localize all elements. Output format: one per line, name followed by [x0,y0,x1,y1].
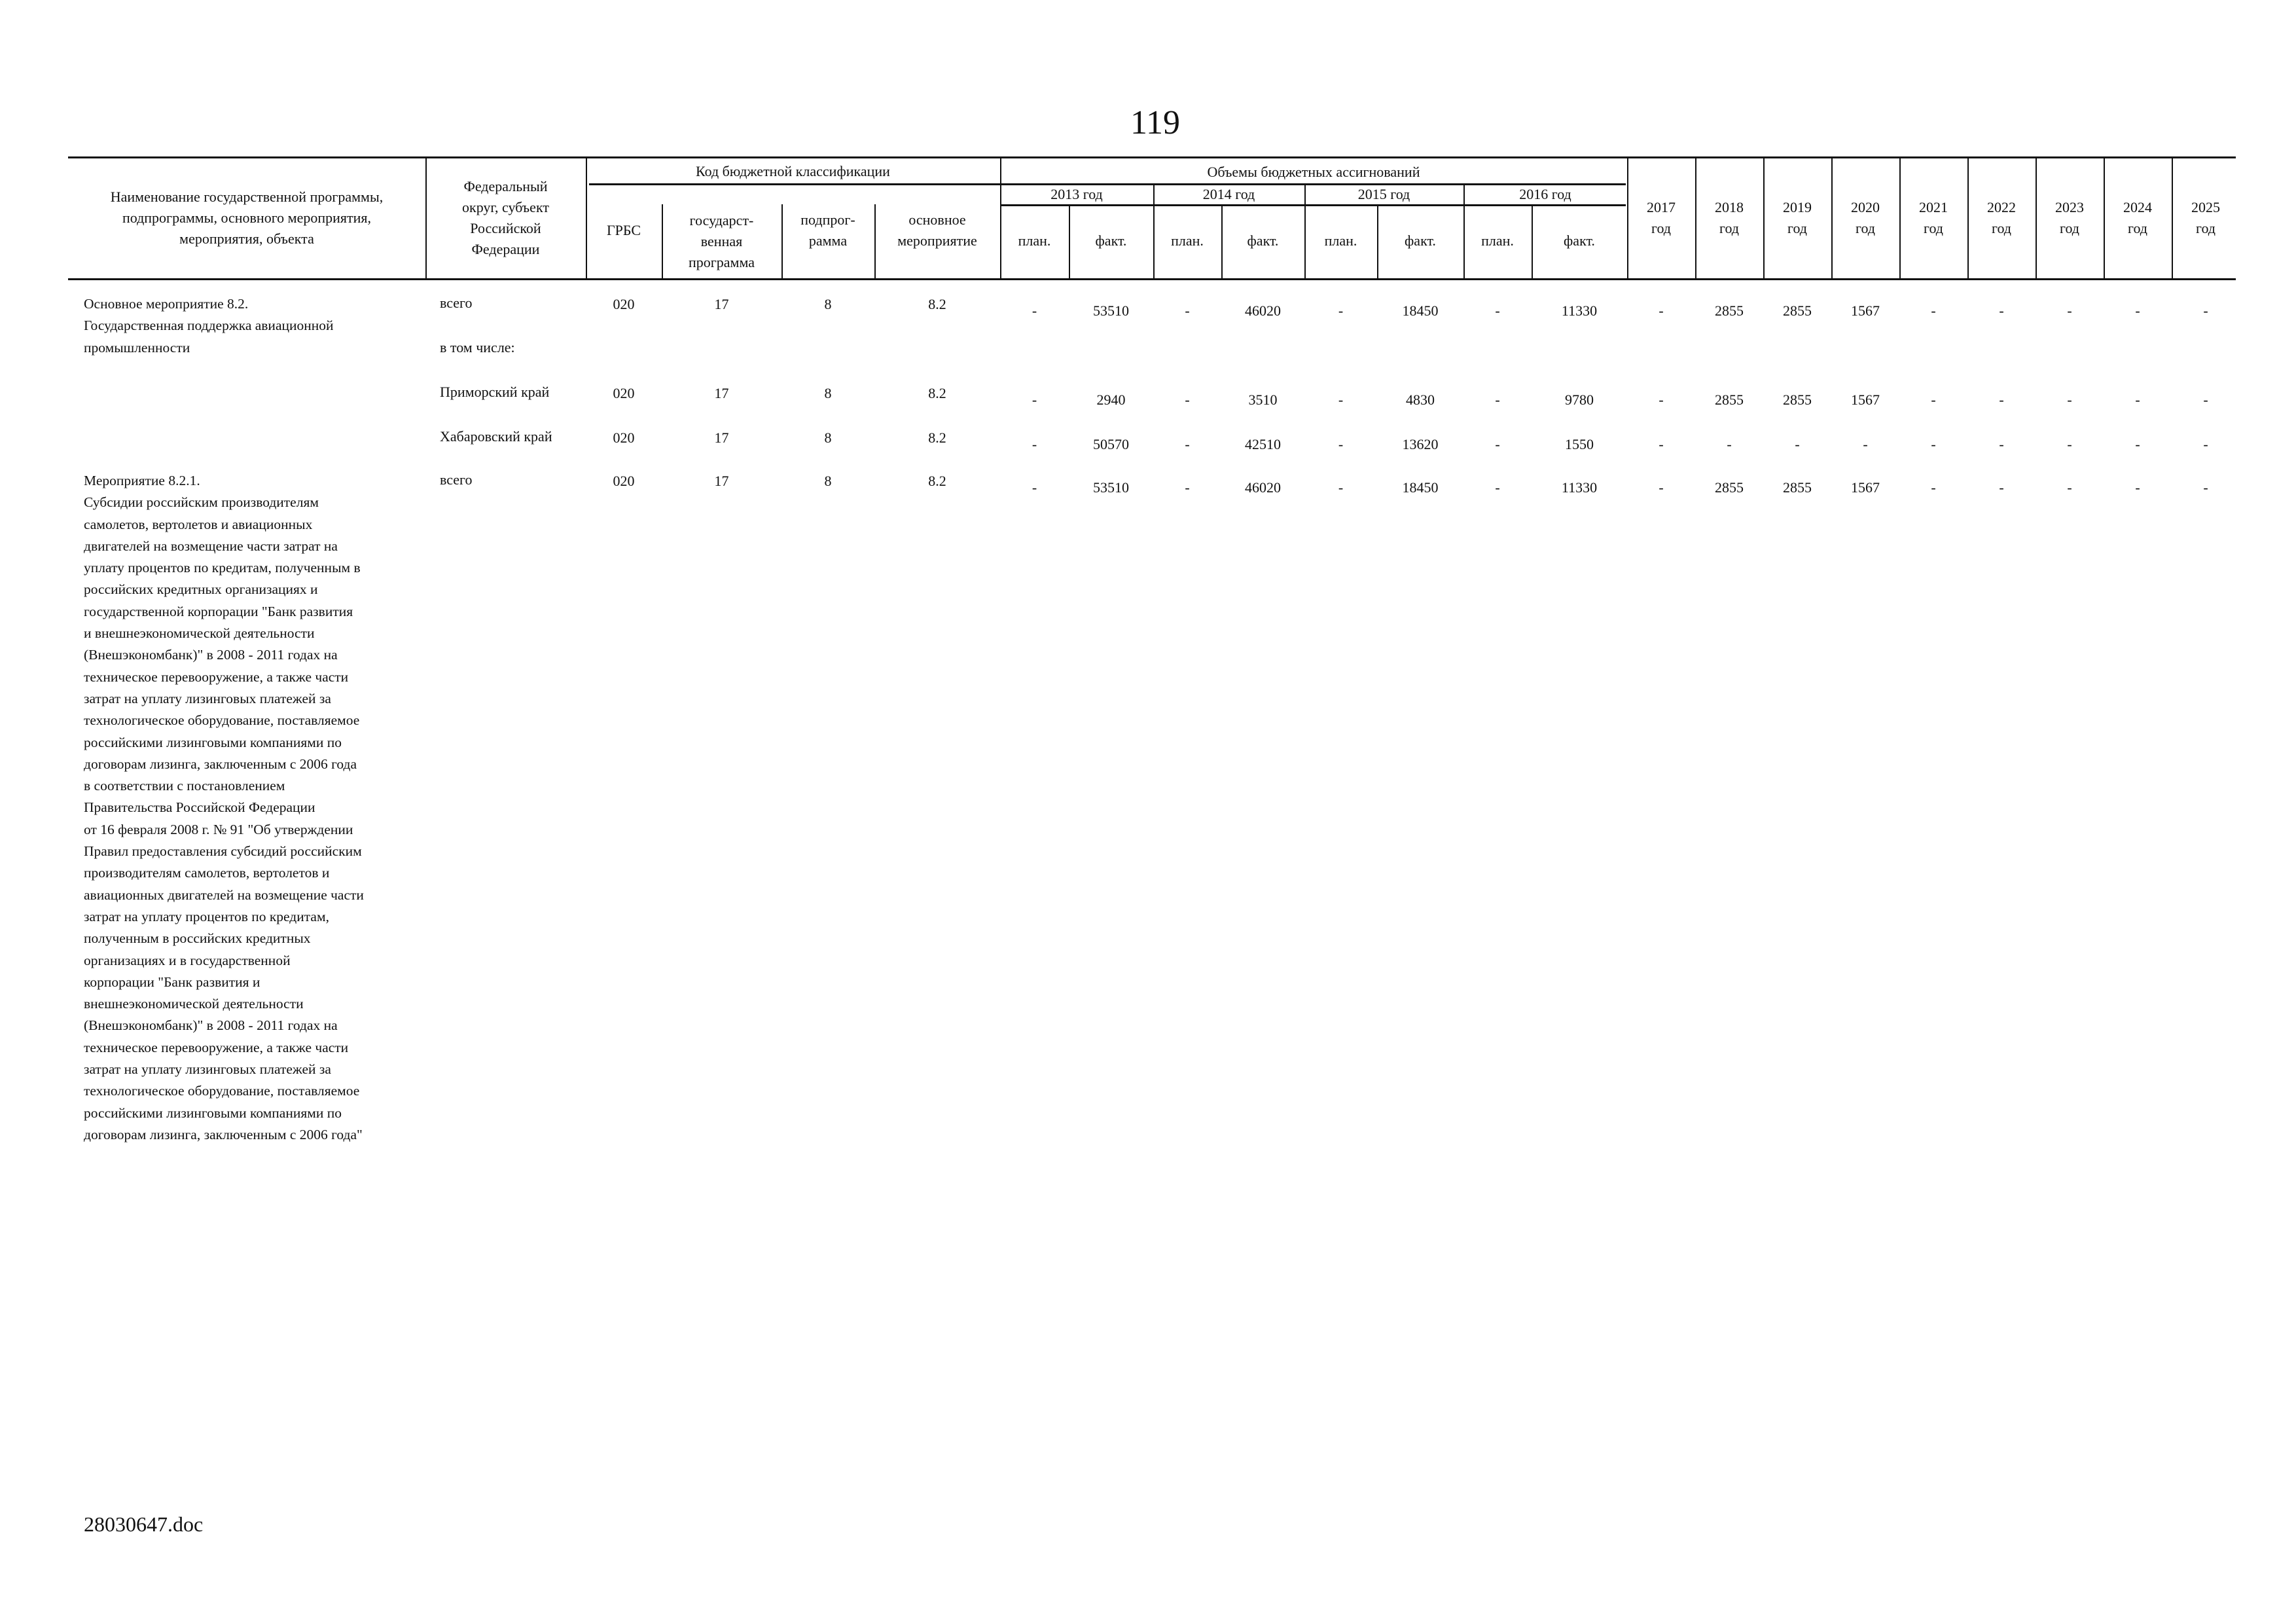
header-region-column: Федеральный округ, субъект Российской Федерации [462,177,549,257]
budget-code-cell: 8.2 [928,296,946,312]
value-cell: 3510 [1248,392,1278,408]
header-subprogram: подпрог- рамма [800,211,855,249]
budget-code-cell: 020 [613,473,635,489]
budget-code-cell: 8 [824,385,832,401]
header-plan: план. [1171,232,1204,249]
value-cell: 1550 [1565,436,1594,452]
value-cell: 53510 [1093,479,1129,496]
value-cell: - [1495,392,1500,408]
table-rule [68,278,2236,280]
row-region: Приморский край [440,384,550,400]
budget-code-cell: 17 [714,385,729,401]
budget-code-cell: 17 [714,296,729,312]
header-year_2016: 2016 год [1519,186,1571,202]
value-cell: - [1338,392,1344,408]
value-cell: 2855 [1783,392,1812,408]
value-cell: - [1031,436,1037,452]
value-cell: - [1999,302,2004,319]
value-cell: - [1185,302,1190,319]
value-cell: - [2067,302,2072,319]
value-cell: - [1931,392,1936,408]
value-cell: - [2203,392,2208,408]
value-cell: - [2135,392,2140,408]
row-name: Основное мероприятие 8.2. Государственная поддержка авиационной промышленности [84,296,334,356]
header-kbk-group: Код бюджетной классификации [696,163,890,179]
budget-code-cell: 020 [613,296,635,312]
value-cell: 53510 [1093,302,1129,319]
value-cell: 9780 [1565,392,1594,408]
header-year_2013: 2013 год [1050,186,1103,202]
budget-code-cell: 020 [613,429,635,446]
value-cell: - [1495,302,1500,319]
header-fact: факт. [1247,232,1279,249]
value-cell: - [2067,436,2072,452]
header-year-2018: 2018 год [1715,198,1744,236]
budget-code-cell: 8.2 [928,473,946,489]
row-region: Хабаровский край [440,428,552,445]
value-cell: - [1031,479,1037,496]
value-cell: 4830 [1406,392,1435,408]
header-fact: факт. [1564,232,1595,249]
value-cell: 11330 [1561,302,1598,319]
value-cell: 13620 [1402,436,1439,452]
value-cell: - [1931,436,1936,452]
value-cell: - [1999,392,2004,408]
value-cell: 1567 [1851,479,1880,496]
value-cell: 18450 [1402,302,1439,319]
value-cell: 50570 [1093,436,1129,452]
value-cell: - [2135,436,2140,452]
budget-code-cell: 17 [714,429,729,446]
row-region: всего [440,471,473,488]
row-name: Мероприятие 8.2.1. Субсидии российским производителям самолетов, вертолетов и авиационных двигателей на возмещение части затрат на уплату процентов по кредитам, полученным в российских кредитных организациях и государственной корпорации "Банк развития и внешнеэкономической деятельности (Внешэкономбанк)" в 2008 - 2011 годах на техническое перевооружение, а также части затрат на уплату лизинговых платежей за технологическое оборудование, поставляемое российскими лизинговыми компаниями по договорам лизинга, заключенным с 2006 года в соответствии с постановлением Правительства Российской Федерации от 16 февраля 2008 г. № 91 "Об утверждении Правил предоставления субсидий российским производителям самолетов, вертолетов и авиационных двигателей на возмещение части затрат на уплату процентов по кредитам, полученным в российских кредитных организациях и в государственной корпорации "Банк развития и внешнеэкономической деятельности (Внешэкономбанк)" в 2008 - 2011 годах на техническое перевооружение, а также части затрат на уплату лизинговых платежей за технологическое оборудование, поставляемое российскими лизинговыми компаниями по договорам лизинга, заключенным с 2006 года" [84,473,364,1142]
value-cell: 46020 [1245,302,1281,319]
budget-code-cell: 020 [613,385,635,401]
value-cell: 2855 [1715,392,1744,408]
value-cell: - [1999,436,2004,452]
header-year-2022: 2022 год [1987,198,2016,236]
header-fact: факт. [1095,232,1127,249]
value-cell: - [1185,436,1190,452]
value-cell: - [2203,436,2208,452]
value-cell: 2855 [1783,479,1812,496]
value-cell: - [1659,302,1664,319]
header-year-2025: 2025 год [2191,198,2220,236]
header-year-2017: 2017 год [1647,198,1676,236]
value-cell: - [1863,436,1868,452]
value-cell: 18450 [1402,479,1439,496]
value-cell: 2855 [1715,479,1744,496]
value-cell: - [1659,479,1664,496]
header-year_2015: 2015 год [1357,186,1410,202]
header-volumes-group: Объемы бюджетных ассигнований [1207,164,1420,180]
header-plan: план. [1481,232,1514,249]
value-cell: - [1338,302,1344,319]
budget-code-cell: 8 [824,296,832,312]
header-program: государст- венная программа [688,212,755,270]
header-plan: план. [1018,232,1051,249]
value-cell: - [2203,302,2208,319]
value-cell: - [1031,392,1037,408]
value-cell: - [2135,479,2140,496]
header-year-2019: 2019 год [1783,198,1812,236]
value-cell: - [1338,436,1344,452]
value-cell: - [1338,479,1344,496]
document-footer: 28030647.doc [84,1512,204,1536]
budget-code-cell: 17 [714,473,729,489]
header-year_2014: 2014 год [1202,186,1255,202]
value-cell: - [1659,392,1664,408]
value-cell: - [1795,436,1800,452]
value-cell: - [1931,479,1936,496]
value-cell: - [1185,392,1190,408]
header-plan: план. [1324,232,1357,249]
value-cell: 1567 [1851,392,1880,408]
value-cell: 1567 [1851,302,1880,319]
budget-code-cell: 8 [824,473,832,489]
value-cell: - [1931,302,1936,319]
budget-code-cell: 8 [824,429,832,446]
value-cell: 2855 [1783,302,1812,319]
value-cell: - [2203,479,2208,496]
value-cell: - [1495,436,1500,452]
value-cell: - [1727,436,1732,452]
value-cell: - [2067,479,2072,496]
budget-code-cell: 8.2 [928,385,946,401]
header-year-2023: 2023 год [2055,198,2084,236]
header-main-activity: основное мероприятие [897,211,977,249]
header-year-2024: 2024 год [2123,198,2152,236]
value-cell: 2855 [1715,302,1744,319]
value-cell: - [1031,302,1037,319]
row-region: в том числе: [440,339,515,356]
row-region: всего [440,295,473,311]
page-number: 119 [1130,104,1181,141]
header-grbs: ГРБС [606,222,641,238]
table-rule [68,156,2236,158]
value-cell: - [1999,479,2004,496]
value-cell: - [2067,392,2072,408]
value-cell: - [2135,302,2140,319]
value-cell: - [1185,479,1190,496]
header-year-2020: 2020 год [1851,198,1880,236]
value-cell: 42510 [1245,436,1281,452]
value-cell: - [1659,436,1664,452]
value-cell: 2940 [1096,392,1126,408]
value-cell: - [1495,479,1500,496]
header-year-2021: 2021 год [1919,198,1948,236]
value-cell: 46020 [1245,479,1281,496]
header-name-column: Наименование государственной программы, подпрограммы, основного мероприятия, мероприятия, объекта [110,188,384,247]
budget-code-cell: 8.2 [928,429,946,446]
value-cell: 11330 [1561,479,1598,496]
header-fact: факт. [1405,232,1436,249]
